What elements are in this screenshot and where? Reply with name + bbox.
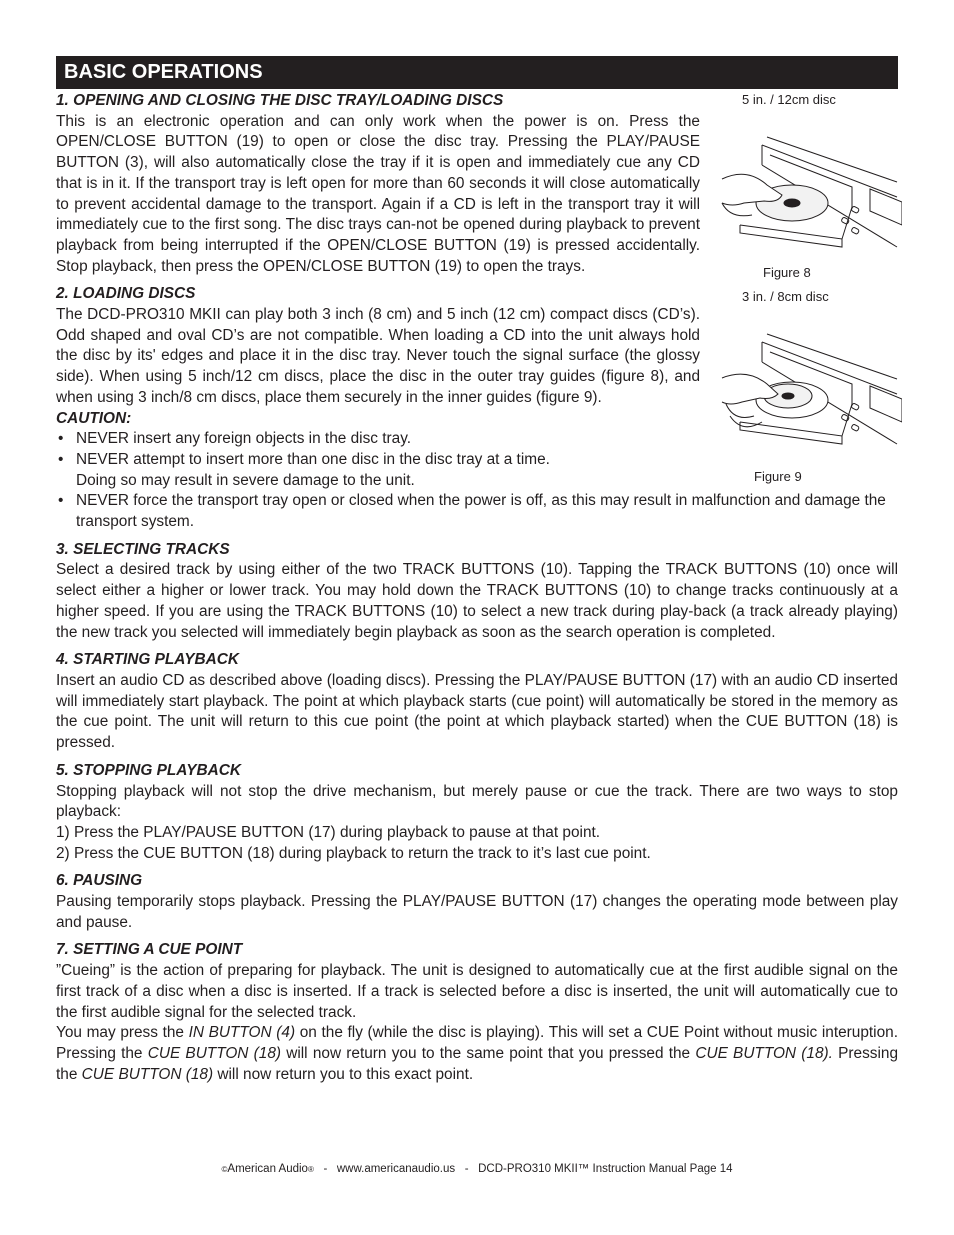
section-body: This is an electronic operation and can only work when the power is on. Press the OPEN/CLOSE BUTTON (19) to open or close the disc tray. Pressing the PLAY/PAUSE BUTTON (3), will also automatically close the tray if it is open and immediately cue any CD that is in it. If the transport tray is left open for more than 60 seconds it will close automatically to prevent accidental damage to the transport. Again if a CD is left in the transport tray it will immediately cue to the first song. The disc trays can-not be opened during playback to prevent playback from being interrupted if the OPEN/CLOSE BUTTON (19) is pressed accidentally. Stop playback, then press the OPEN/CLOSE BUTTON (19) to open the trays. xyxy=(56,112,700,275)
section-pausing xyxy=(56,871,898,933)
section-body: Pausing temporarily stops playback. Pressing the PLAY/PAUSE BUTTON (17) changes the operating mode between play and pause. xyxy=(56,893,898,931)
list-item xyxy=(56,491,898,532)
figure-caption: Figure 9 xyxy=(754,469,802,484)
list-item: 2) Press the CUE BUTTON (18) during playback to return the track to it’s last cue point. xyxy=(56,844,651,862)
section-cue-point xyxy=(56,940,898,1085)
text-run: Pressing the xyxy=(56,1044,899,1083)
text-run-italic: IN BUTTON (4) xyxy=(188,1024,296,1042)
cd-tray-illustration xyxy=(712,107,902,277)
footer-text: - www.americanaudio.us - DCD-PRO310 MKII™ Instruction Manual Page 14 xyxy=(313,1163,733,1175)
section-selecting-tracks xyxy=(56,540,898,644)
list-item-text: NEVER insert any foreign objects in the disc tray. xyxy=(76,430,412,448)
text-run: You may press the xyxy=(56,1024,189,1042)
text-run: will now return you to the same point that you pressed the xyxy=(281,1044,696,1062)
page-footer xyxy=(0,1163,954,1175)
footer-brand: American Audio xyxy=(227,1163,308,1175)
copyright-symbol: © xyxy=(221,1165,228,1174)
text-run-italic: CUE BUTTON (18). xyxy=(695,1044,833,1062)
text-run: on the fly (while the disc is playing). This will set a CUE Point without music interuption. Pressing the xyxy=(56,1024,898,1062)
section-body: Insert an audio CD as described above (loading discs). Pressing the PLAY/PAUSE BUTTON (17) with an audio CD inserted will immediately start playback. The point at which playback starts (cue point) will automatically be stored in the memory as the cue point. The unit will return to this cue point (the point at which playback started) when the CUE BUTTON (18) is pressed. xyxy=(56,671,898,752)
section-starting-playback xyxy=(56,650,898,754)
figure-caption: Figure 8 xyxy=(763,265,811,280)
text-run-italic: CUE BUTTON (18) xyxy=(81,1065,214,1083)
list-item-subtext: Doing so may result in severe damage to the unit. xyxy=(76,471,415,489)
text-run-italic: CUE BUTTON (18) xyxy=(147,1044,282,1062)
section-heading: 3. SELECTING TRACKS xyxy=(56,540,230,558)
list-item: 1) Press the PLAY/PAUSE BUTTON (17) during playback to pause at that point. xyxy=(56,823,601,841)
section-heading: 2. LOADING DISCS xyxy=(56,285,196,303)
section-heading: 5. STOPPING PLAYBACK xyxy=(56,761,242,779)
section-banner: BASIC OPERATIONS xyxy=(56,56,898,89)
section-body: The DCD-PRO310 MKII can play both 3 inch (8 cm) and 5 inch (12 cm) compact discs (CD’s). Odd shaped and oval CD’s are not compatible. When loading a CD into the unit always hold the disc by its' edges and place it in the disc tray. Never touch the signal surface (the glossy side). When using 5 inch/12 cm discs, place the disc in the outer tray guides (figure 8), and when using 3 inch/8 cm discs, place them securely in the inner guides (figure 9). xyxy=(56,306,700,406)
section-heading: 6. PAUSING xyxy=(56,872,143,890)
section-stopping-playback xyxy=(56,761,898,865)
section-heading: 4. STARTING PLAYBACK xyxy=(56,651,239,669)
section-body: Select a desired track by using either of the two TRACK BUTTONS (10). Tapping the TRACK BUTTONS (10) once will select either a higher or lower track. You may hold down the TRACK BUTTONS (10) to change tracks continuously at a higher speed. If you are using the TRACK BUTTONS (10) to select a new track during play-back (a track already playing) the new track you selected will immediately begin playback as soon as the search operation is completed. xyxy=(56,561,898,641)
section-body-2 xyxy=(56,1023,898,1085)
text-run: will now return you to this exact point. xyxy=(213,1065,474,1083)
figure-9 xyxy=(712,289,902,489)
section-heading: 1. OPENING AND CLOSING THE DISC TRAY/LOADING DISCS xyxy=(56,92,504,109)
figure-8 xyxy=(712,92,902,292)
cd-tray-illustration xyxy=(712,304,902,474)
registered-symbol: ® xyxy=(307,1165,314,1174)
figure-label: 3 in. / 8cm disc xyxy=(742,289,829,304)
list-item-text: NEVER force the transport tray open or closed when the power is off, as this may result in malfunction and damage the transport system. xyxy=(76,492,886,531)
list-item-text: NEVER attempt to insert more than one disc in the disc tray at a time. xyxy=(76,450,550,468)
section-loading-discs xyxy=(56,284,700,429)
section-heading: 7. SETTING A CUE POINT xyxy=(56,941,243,959)
caution-heading: CAUTION: xyxy=(56,409,132,427)
section-body: Stopping playback will not stop the drive mechanism, but merely pause or cue the track. There are two ways to stop playback: xyxy=(56,782,898,821)
section-opening-closing xyxy=(56,91,700,277)
section-body: ”Cueing” is the action of preparing for playback. The unit is designed to automatically cue at the first audible signal on the first track of a disc when a disc is inserted. If a track is selected before a disc is inserted, the unit will automatically cue to the first audible signal for the selected track. xyxy=(56,962,898,1021)
figure-label: 5 in. / 12cm disc xyxy=(742,92,836,107)
